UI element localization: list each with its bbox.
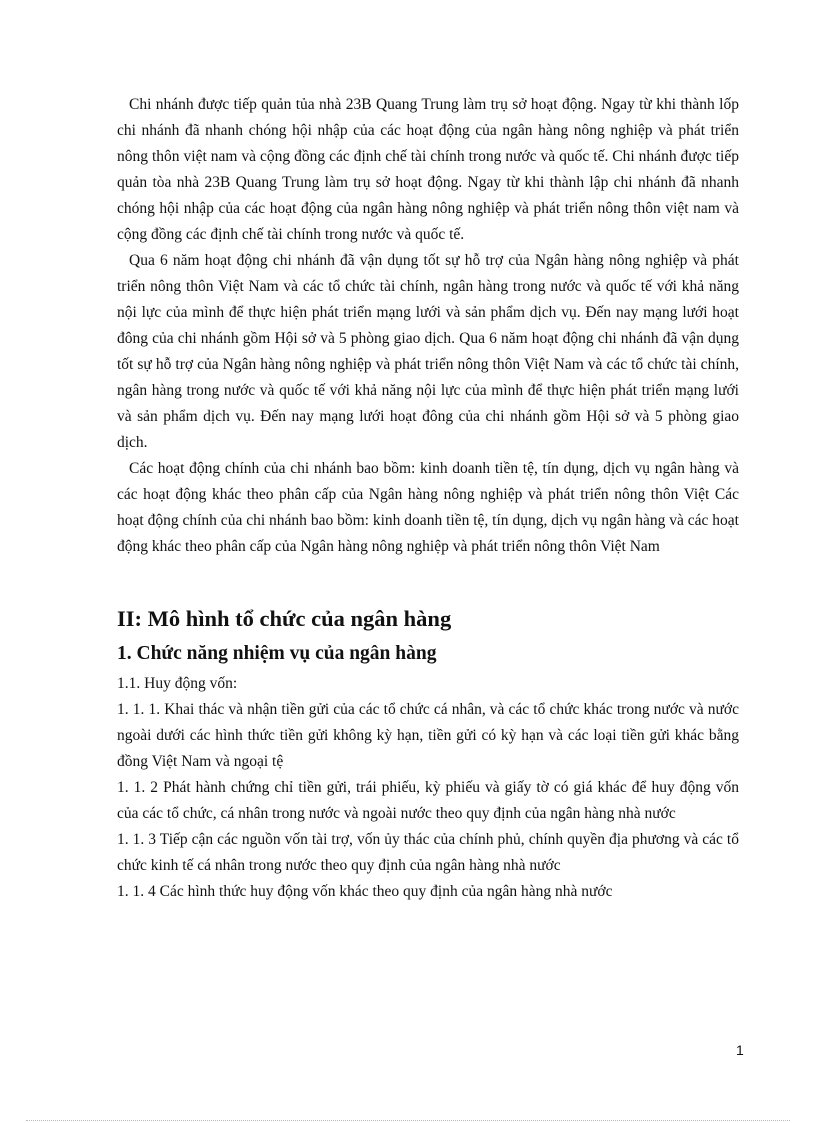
body-paragraph-1: Chi nhánh được tiếp quản tủa nhà 23B Quang Trung làm trụ sở hoạt động. Ngay từ khi thành lốp chi nhánh đã nhanh chóng hội nhập của các hoạt động của ngân hàng nông nghiệp và phát triển nông thôn việt nam và cộng đồng các định chế tài chính trong nước và quốc tế. Chi nhánh được tiếp quản tòa nhà 23B Quang Trung làm trụ sở hoạt động. Ngay từ khi thành lập chi nhánh đã nhanh chóng hội nhập của các hoạt động của ngân hàng nông nghiệp và phát triển nông thôn việt nam và cộng đồng các định chế tài chính trong nước và quốc tế.	[117, 96, 739, 243]
list-item-heading: 1.1. Huy động vốn:	[117, 675, 238, 692]
page-number: 1	[736, 1042, 744, 1058]
section-heading: II: Mô hình tổ chức của ngân hàng	[117, 606, 452, 631]
list-item: 1. 1. 4 Các hình thức huy động vốn khác theo quy định của ngân hàng nhà nước	[117, 883, 613, 900]
subsection-heading: 1. Chức năng nhiệm vụ của ngân hàng	[117, 643, 437, 664]
section-gap	[117, 560, 739, 603]
document-page	[117, 92, 739, 905]
list-item: 1. 1. 1. Khai thác và nhận tiền gửi của các tổ chức cá nhân, và các tổ chức khác trong nước và nước ngoài dưới các hình thức tiền gửi không kỳ hạn, tiền gửi có kỳ hạn và các loại tiền gửi khác bằng đồng Việt Nam và ngoại tệ	[117, 701, 739, 770]
list-item: 1. 1. 3 Tiếp cận các nguồn vốn tài trợ, vốn ủy thác của chính phủ, chính quyền địa phương và các tổ chức kinh tế cá nhân trong nước theo quy định của ngân hàng nhà nước	[117, 831, 739, 874]
footer-divider	[26, 1120, 790, 1121]
body-paragraph-2: Qua 6 năm hoạt động chi nhánh đã vận dụng tốt sự hỗ trợ của Ngân hàng nông nghiệp và phát triển nông thôn Việt Nam và các tổ chức tài chính, ngân hàng trong nước và quốc tế với khả năng nội lực của mình để thực hiện phát triển mạng lưới và sản phẩm dịch vụ. Đến nay mạng lưới hoạt đông của chi nhánh gồm Hội sở và 5 phòng giao dịch. Qua 6 năm hoạt động chi nhánh đã vận dụng tốt sự hỗ trợ của Ngân hàng nông nghiệp và phát triển nông thôn Việt Nam và các tổ chức tài chính, ngân hàng trong nước và quốc tế với khả năng nội lực của mình để thực hiện phát triển mạng lưới và sản phẩm dịch vụ. Đến nay mạng lưới hoạt đông của chi nhánh gồm Hội sở và 5 phòng giao dịch.	[117, 252, 739, 451]
list-item: 1. 1. 2 Phát hành chứng chỉ tiền gửi, trái phiếu, kỳ phiếu và giấy tờ có giá khác để huy động vốn của các tổ chức, cá nhân trong nước và ngoài nước theo quy định của ngân hàng nhà nước	[117, 779, 739, 822]
body-paragraph-3: Các hoạt động chính của chi nhánh bao bồm: kinh doanh tiền tệ, tín dụng, dịch vụ ngân hàng và các hoạt động khác theo phân cấp của Ngân hàng nông nghiệp và phát triển nông thôn Việt Các hoạt động chính của chi nhánh bao bồm: kinh doanh tiền tệ, tín dụng, dịch vụ ngân hàng và các hoạt động khác theo phân cấp của Ngân hàng nông nghiệp và phát triển nông thôn Việt Nam	[117, 460, 739, 555]
